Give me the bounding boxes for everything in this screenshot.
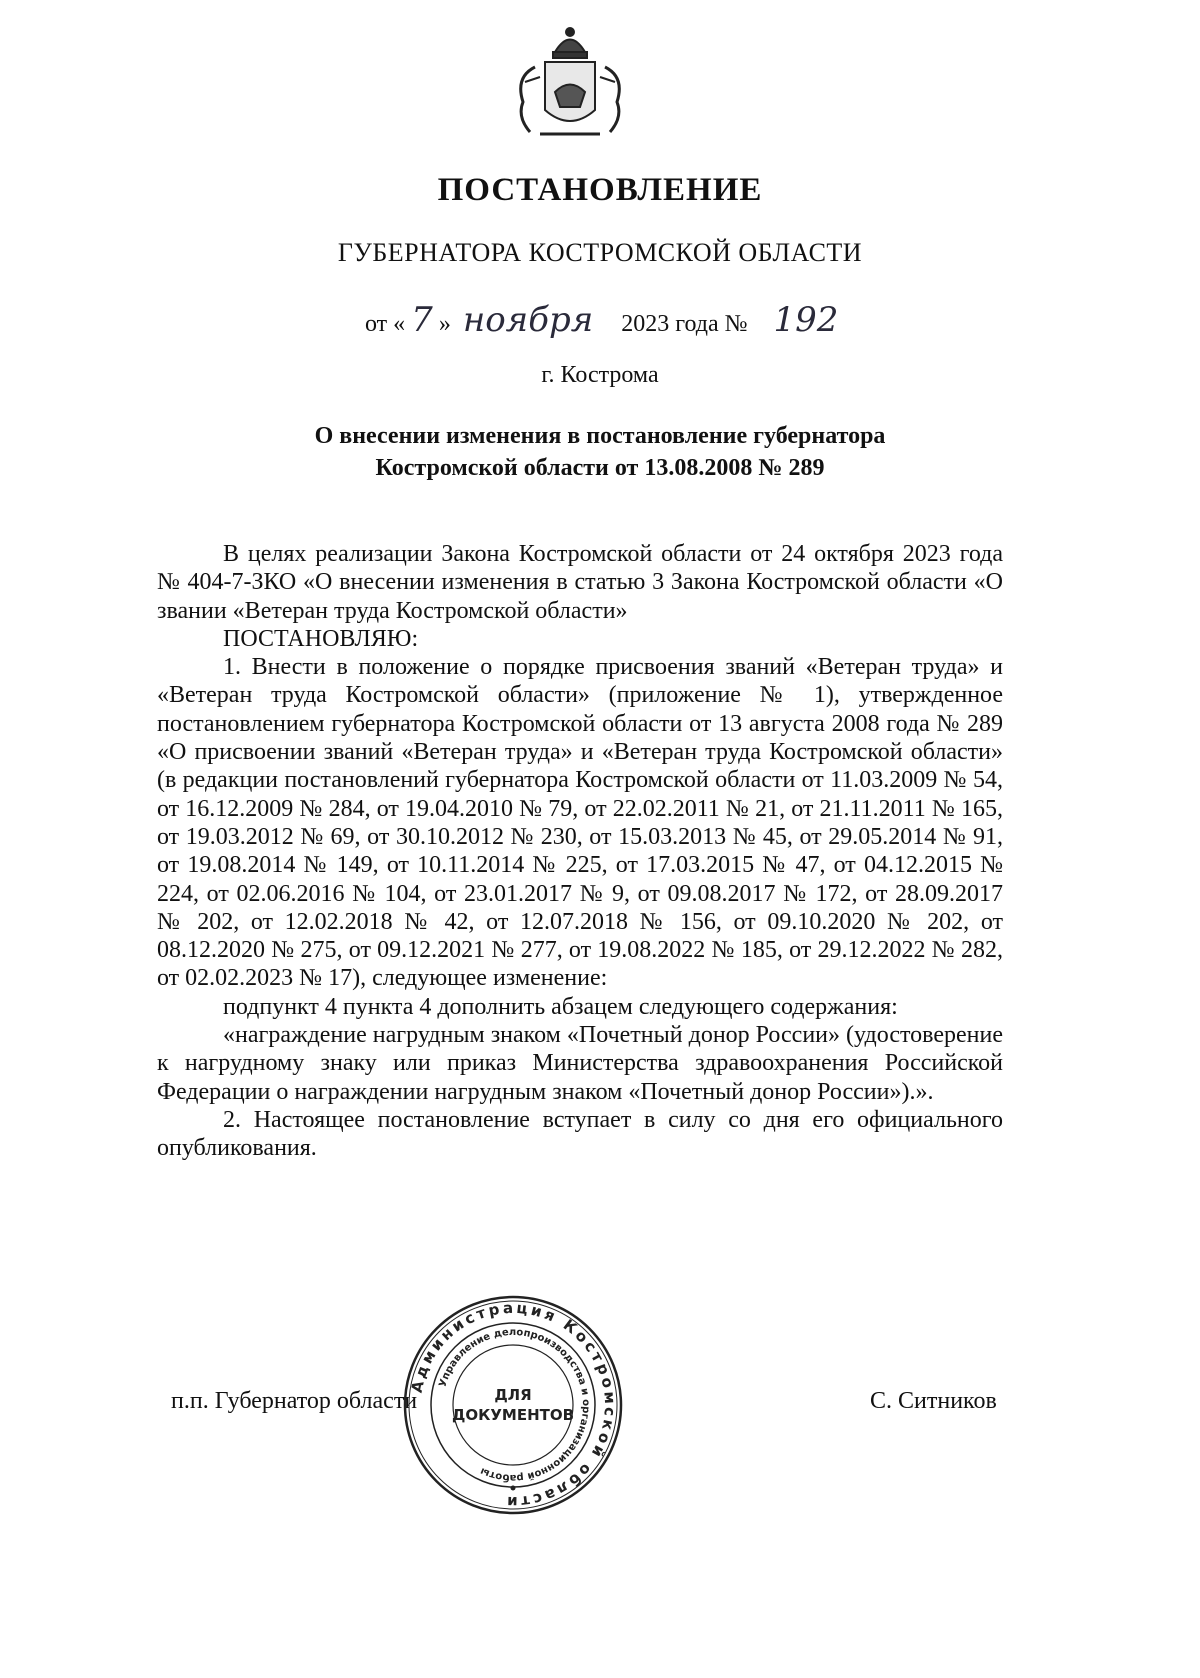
document-subtitle: ГУБЕРНАТОРА КОСТРОМСКОЙ ОБЛАСТИ [337, 238, 863, 267]
stamp-center-line-1: ДЛЯ [494, 1386, 532, 1404]
handwritten-day: 7 [411, 300, 433, 340]
heading-line-1: О внесении изменения в постановление губернатора [314, 423, 886, 449]
document-body [157, 540, 1003, 1163]
document-title: ПОСТАНОВЛЕНИЕ [437, 172, 763, 208]
date-number-line [365, 300, 925, 340]
paragraph-quote: «награждение нагрудным знаком «Почетный донор России» (удостоверение к нагрудному знаку или приказ Министерства здравоохранения Российской Федерации о награждении нагрудным знаком «Почетный донор России»).». [157, 1022, 1003, 1105]
city-line: г. Кострома [541, 362, 659, 388]
paragraph-item-1: 1. Внести в положение о порядке присвоения званий «Ветеран труда» и «Ветеран труда Костромской области» (приложение № 1), утвержденное постановлением губернатора Костромской области от 13 августа 2008 года № 289 «О присвоении званий «Ветеран труда» и «Ветеран труда Костромской области» (в редакции постановлений губернатора Костромской области от 11.03.2009 № 54, от 16.12.2009 № 284, от 19.04.2010 № 79, от 22.02.2011 № 21, от 21.11.2011 № 165, от 19.03.2012 № 69, от 30.10.2012 № 230, от 15.03.2013 № 45, от 29.05.2014 № 91, от 19.08.2014 № 149, от 10.11.2014 № 225, от 17.03.2015 № 47, от 04.12.2015 № 224, от 02.06.2016 № 104, от 23.01.2017 № 9, от 09.08.2017 № 172, от 28.09.2017 № 202, от 12.02.2018 № 42, от 12.07.2018 № 156, от 09.10.2020 № 202, от 08.12.2020 № 275, от 09.12.2021 № 277, от 19.08.2022 № 185, от 29.12.2022 № 282, от 02.02.2023 № 17), следующее изменение: [157, 654, 1003, 992]
year-text: 2023 года № [621, 311, 748, 337]
stamp-center-line-2: ДОКУМЕНТОВ [451, 1406, 575, 1424]
paragraph-item-2: 2. Настоящее постановление вступает в силу со дня его официального опубликования. [157, 1106, 1003, 1162]
paragraph-subitem: подпункт 4 пункта 4 дополнить абзацем следующего содержания: [223, 993, 898, 1020]
heading-line-2: Костромской области от 13.08.2008 № 289 [375, 455, 825, 481]
signature-name: С. Ситников [870, 1388, 997, 1414]
official-stamp [398, 1290, 628, 1520]
paragraph-preamble: В целях реализации Закона Костромской области от 24 октября 2023 года № 404-7-ЗКО «О внесении изменения в статью 3 Закона Костромской области «О звании «Ветеран труда Костромской области» [157, 541, 1003, 624]
date-mid: » [438, 311, 451, 337]
coat-of-arms-emblem [505, 22, 635, 152]
document-heading [0, 420, 1200, 484]
handwritten-month: ноября [462, 300, 594, 340]
paragraph-resolve: ПОСТАНОВЛЯЮ: [223, 625, 419, 652]
date-prefix: от « [365, 311, 406, 337]
stamp-inner-text: Управление делопроизводства и организационной работы [437, 1326, 592, 1484]
stamp-outer-text: Администрация Костромской области [407, 1298, 620, 1512]
signature-title: п.п. Губернатор области [171, 1388, 418, 1414]
handwritten-number: 192 [773, 300, 839, 340]
